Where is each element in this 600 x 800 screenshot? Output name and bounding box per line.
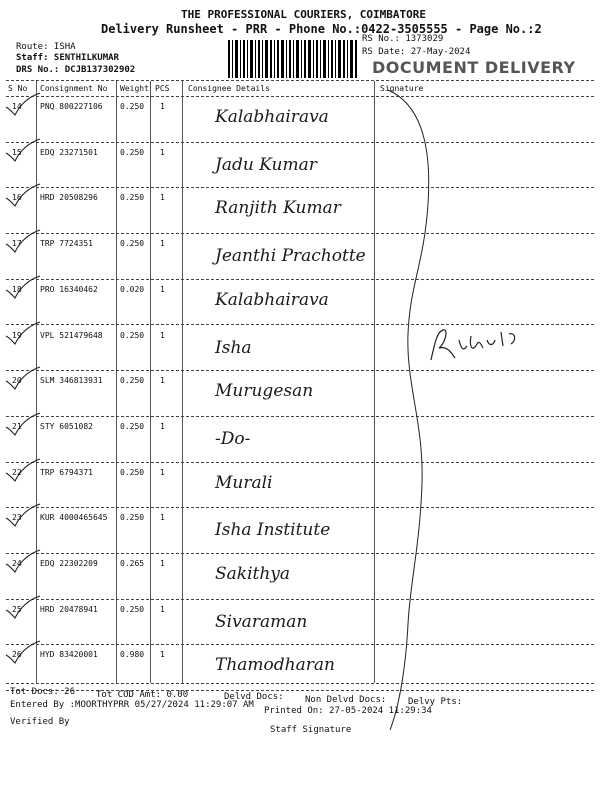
drs-number: DRS No.: DCJB137302902 [16,65,136,75]
document-delivery-stamp: DOCUMENT DELIVERY [372,58,576,77]
company-title: THE PROFESSIONAL COURIERS, COIMBATORE [181,8,427,21]
row-sno: 15 [12,147,22,157]
delivered-check-icon [4,365,44,391]
row-weight: 0.250 [120,467,145,477]
table-row [0,463,600,509]
barcode [228,40,358,78]
runsheet-title: Delivery Runsheet - PRR - Phone No.:0422-3505555 - Page No.:2 [101,22,542,36]
row-pcs: 1 [160,102,165,111]
row-pcs: 1 [160,513,165,523]
row-weight: 0.250 [120,102,145,111]
delivered-check-icon [4,594,44,620]
row-consignment: KUR 4000465645 [40,513,108,523]
row-pcs: 1 [160,376,165,386]
col-signature: Signature [380,84,424,93]
delivered-check-icon [4,137,44,163]
delivery-points: Delvy Pts: [408,697,463,707]
row-consignment: HYD 83420001 [40,650,98,660]
row-sno: 26 [12,650,22,660]
row-weight: 0.250 [120,421,145,431]
row-pcs: 1 [160,604,165,614]
row-consignee: Kalabhairava [215,289,329,310]
row-pcs: 1 [160,239,165,249]
row-weight: 0.250 [120,376,145,386]
row-consignee: Murali [215,472,273,493]
non-delivered-docs: Non Delvd Docs: [305,695,387,705]
row-sno: 22 [12,467,22,477]
row-weight: 0.980 [120,650,145,660]
row-pcs: 1 [160,330,165,340]
row-sno: 19 [12,330,22,340]
row-pcs: 1 [160,284,165,294]
row-weight: 0.250 [120,330,145,340]
row-sno: 14 [12,102,22,111]
row-weight: 0.250 [120,239,145,249]
printed-on: Printed On: 27-05-2024 11:29:34 [264,706,432,716]
delivered-docs: Delvd Docs: [224,692,284,702]
table-row [0,371,600,417]
row-consignee: -Do- [215,428,251,449]
row-consignee: Jadu Kumar [215,154,317,175]
table-row [0,508,600,554]
total-docs: Tot Docs: 26 [10,687,76,697]
rs-number: RS No.: 1373029 [362,34,444,44]
row-sno: 18 [12,284,22,294]
col-pcs: PCS [155,84,170,93]
row-sno: 16 [12,193,22,203]
row-pcs: 1 [160,147,165,157]
row-pcs: 1 [160,467,165,477]
row-consignee: Sivaraman [215,611,308,632]
recipient-signature [425,322,525,370]
entered-by: Entered By :MOORTHYPRR 05/27/2024 11:29:07 AM [10,700,254,710]
row-pcs: 1 [160,559,165,568]
route-label: Route: ISHA [16,42,76,52]
row-sno: 21 [12,421,22,431]
row-pcs: 1 [160,193,165,203]
col-consignee: Consignee Details [188,84,270,93]
table-row [0,97,600,143]
row-consignee: Kalabhairava [215,107,329,127]
delivered-check-icon [4,91,44,117]
row-weight: 0.250 [120,193,145,203]
row-consignee: Ranjith Kumar [215,198,341,219]
staff-label: Staff: SENTHILKUMAR [16,53,119,63]
row-consignee: Murugesan [215,381,314,402]
delivered-check-icon [4,228,44,254]
table-row [0,188,600,234]
table-row [0,280,600,326]
verified-by: Verified By [10,717,70,727]
row-sno: 25 [12,604,22,614]
row-consignment: HRD 20508296 [40,193,98,203]
table-row [0,417,600,463]
table-row [0,645,600,691]
row-sno: 20 [12,376,22,386]
delivered-check-icon [4,411,44,437]
row-consignment: EDQ 22302209 [40,559,98,568]
row-sno: 24 [12,559,22,568]
header-top-rule [6,80,594,81]
row-weight: 0.250 [120,147,145,157]
delivered-check-icon [4,502,44,528]
row-consignment: HRD 20478941 [40,604,98,614]
staff-signature: Staff Signature [270,725,352,735]
row-separator [6,690,594,691]
row-consignment: SLM 346813931 [40,376,103,386]
delivered-check-icon [4,548,44,574]
total-cod: Tot COD Amt: 0.00 [96,690,189,700]
row-consignee: Jeanthi Prachotte [215,246,366,267]
row-consignee: Isha [215,337,252,358]
table-row [0,600,600,646]
footer-top-rule [6,683,594,684]
row-weight: 0.250 [120,513,145,523]
row-consignment: PRO 16340462 [40,284,98,294]
row-sno: 23 [12,513,22,523]
delivered-check-icon [4,182,44,208]
row-consignment: PNQ 800227106 [40,102,103,111]
row-consignment: STY 6051082 [40,421,93,431]
table-row [0,234,600,280]
row-consignee: Isha Institute [215,520,331,541]
row-sno: 17 [12,239,22,249]
col-sno: S No [8,84,28,93]
delivered-check-icon [4,320,44,346]
row-consignment: TRP 7724351 [40,239,93,249]
signature-bracket-stroke [380,84,440,734]
rs-date: RS Date: 27-May-2024 [362,47,471,57]
delivered-check-icon [4,639,44,665]
row-consignee: Thamodharan [215,655,335,676]
row-consignment: TRP 6794371 [40,467,93,477]
row-weight: 0.250 [120,604,145,614]
row-consignee: Sakithya [215,564,291,584]
row-consignment: EDQ 23271501 [40,147,98,157]
col-weight: Weight [120,84,149,93]
table-row [0,143,600,189]
row-weight: 0.020 [120,284,145,294]
delivered-check-icon [4,274,44,300]
row-consignment: VPL 521479648 [40,330,103,340]
col-consignment: Consignment No [40,84,108,93]
table-row [0,554,600,600]
delivered-check-icon [4,457,44,483]
row-pcs: 1 [160,421,165,431]
row-weight: 0.265 [120,559,145,568]
row-pcs: 1 [160,650,165,660]
